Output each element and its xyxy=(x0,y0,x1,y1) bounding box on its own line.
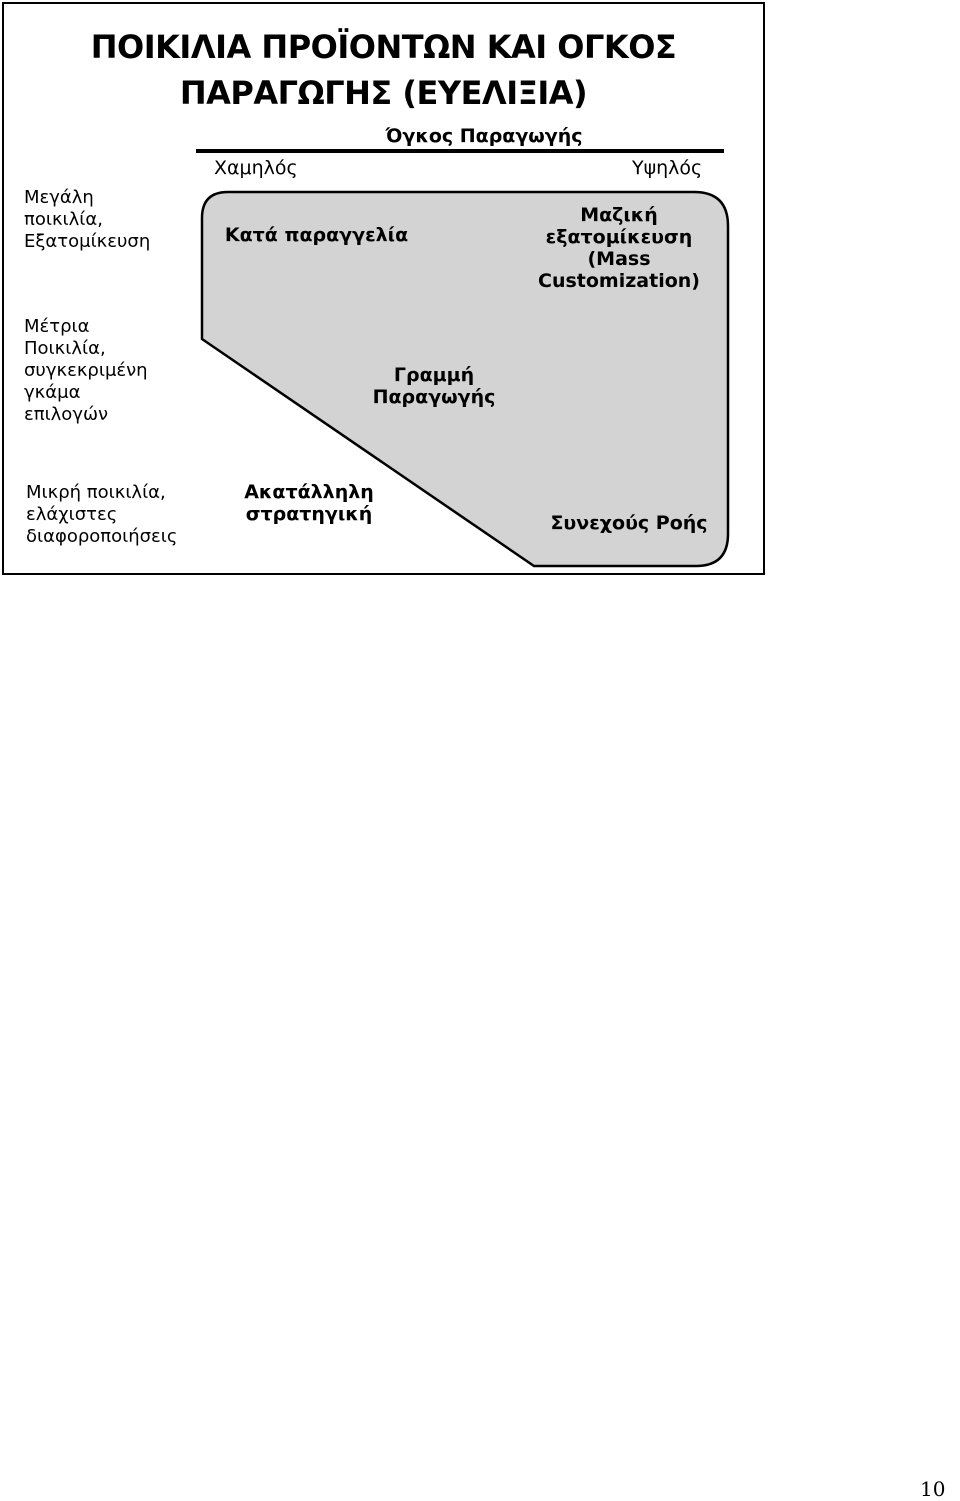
row-label-line: ελάχιστες xyxy=(26,504,118,525)
row-label-line: επιλογών xyxy=(24,404,109,425)
cell-label-line: Παραγωγής xyxy=(372,386,496,408)
cell-label-line: Κατά παραγγελία xyxy=(224,224,409,246)
slide-frame xyxy=(2,2,765,575)
cell-unsuitable-strategy xyxy=(229,481,389,525)
cell-mass-customization xyxy=(524,204,714,292)
cell-label-line: Customization) xyxy=(538,270,700,292)
axis-low-label: Χαμηλός xyxy=(214,157,298,179)
cell-label-line: Γραμμή xyxy=(393,364,475,386)
row-label-line: διαφοροποιήσεις xyxy=(26,526,178,547)
title-line-1: ΠΟΙΚΙΛΙΑ ΠΡΟΪΟΝΤΩΝ ΚΑΙ ΟΓΚΟΣ xyxy=(90,28,677,66)
cell-label-line: εξατομίκευση xyxy=(545,226,693,248)
axis-title: Όγκος Παραγωγής xyxy=(385,125,583,147)
cell-label-line: Συνεχούς Ροής xyxy=(550,512,708,534)
axis-high-label: Υψηλός xyxy=(632,157,703,179)
cell-make-to-order xyxy=(214,224,419,246)
cell-continuous-flow xyxy=(539,512,719,534)
title-line-2: ΠΑΡΑΓΩΓΗΣ (ΕΥΕΛΙΞΙΑ) xyxy=(179,74,588,112)
row-label-line: Εξατομίκευση xyxy=(24,231,151,252)
row-label-line: Μέτρια xyxy=(24,316,90,337)
row-label-line: συγκεκριμένη xyxy=(24,360,148,381)
cell-label-line: στρατηγική xyxy=(245,503,373,525)
row-label-line: ποικιλία, xyxy=(24,209,103,230)
row-label-line: Ποικιλία, xyxy=(24,338,106,359)
cell-label-line: Ακατάλληλη xyxy=(244,481,374,503)
cell-production-line xyxy=(359,364,509,408)
cell-label-line: Μαζική xyxy=(580,204,658,226)
cell-label-line: (Mass xyxy=(587,248,651,270)
page-number: 10 xyxy=(920,1477,946,1501)
row-label-line: Μεγάλη xyxy=(24,187,94,208)
row-label-line: γκάμα xyxy=(24,382,81,403)
row-label-line: Μικρή ποικιλία, xyxy=(26,482,166,503)
